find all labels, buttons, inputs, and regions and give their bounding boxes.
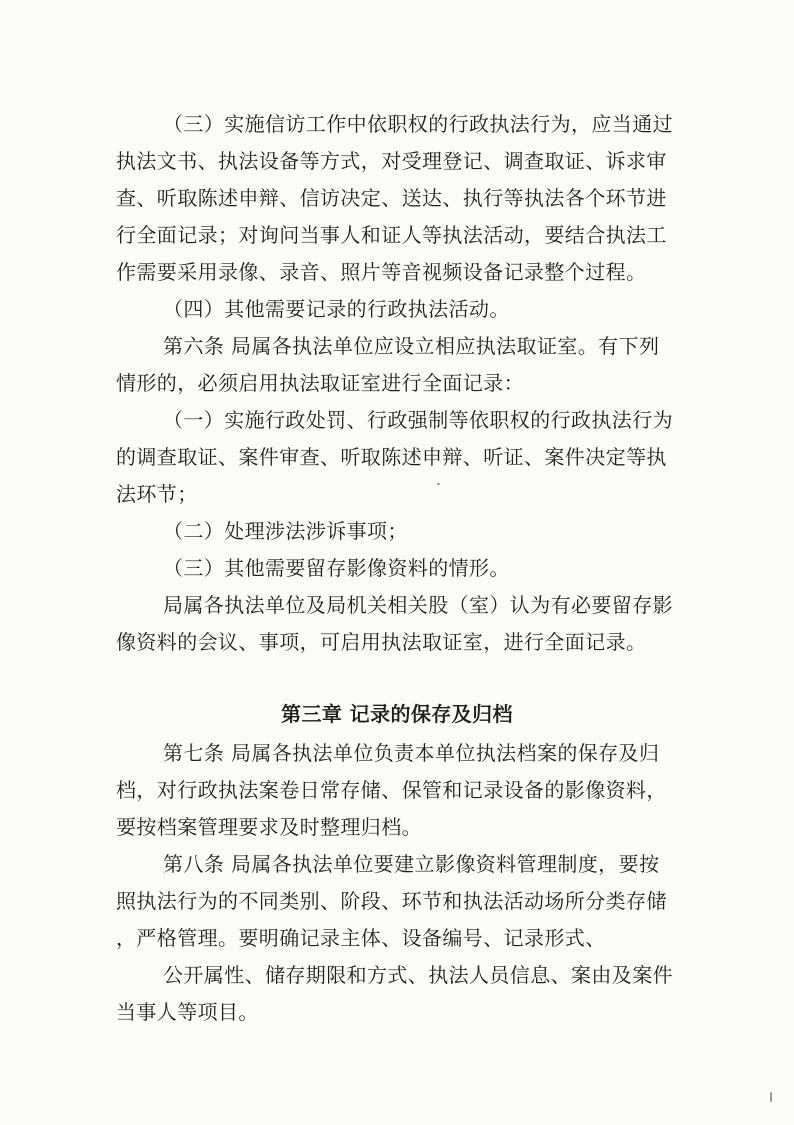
- paragraph-line: 行全面记录；对询问当事人和证人等执法活动，要结合执法工: [116, 223, 667, 247]
- paragraph-line: 照执法行为的不同类别、阶段、环节和执法活动场所分类存储: [116, 889, 667, 913]
- paragraph-line: 当事人等项目。: [116, 1000, 259, 1024]
- paragraph-line: 第七条 局属各执法单位负责本单位执法档案的保存及归: [163, 741, 660, 765]
- paragraph-line: （一）实施行政处罚、行政强制等依职权的行政执法行为: [163, 408, 673, 432]
- chapter-heading: 第三章 记录的保存及归档: [281, 702, 513, 726]
- paragraph-line: 档，对行政执法案卷日常存储、保管和记录设备的影像资料，: [116, 778, 667, 802]
- paragraph-line: ，严格管理。要明确记录主体、设备编号、记录形式、: [116, 926, 606, 950]
- paragraph-line: （二）处理涉法涉诉事项；: [163, 519, 408, 543]
- paragraph-line: 局属各执法单位及局机关相关股（室）认为有必要留存影: [163, 593, 673, 617]
- paragraph-line: 公开属性、储存期限和方式、执法人员信息、案由及案件: [163, 963, 673, 987]
- paragraph-line: （四）其他需要记录的行政执法活动。: [163, 297, 510, 321]
- paragraph-line: （三）实施信访工作中依职权的行政执法行为，应当通过: [163, 112, 673, 136]
- paragraph-line: 第六条 局属各执法单位应设立相应执法取证室。有下列: [163, 334, 660, 358]
- paragraph-line: 情形的，必须启用执法取证室进行全面记录：: [116, 371, 524, 395]
- paragraph-line: 查、听取陈述申辩、信访决定、送达、执行等执法各个环节进: [116, 186, 667, 210]
- paragraph-line: 法环节；: [116, 482, 198, 506]
- paragraph-line: 要按档案管理要求及时整理归档。: [116, 815, 422, 839]
- paragraph-line: 的调查取证、案件审查、听取陈述申辩、听证、案件决定等执: [116, 445, 667, 469]
- scan-speck: [770, 1092, 772, 1102]
- paragraph-line: 执法文书、执法设备等方式，对受理登记、调查取证、诉求审: [116, 149, 667, 173]
- paragraph-line: 第八条 局属各执法单位要建立影像资料管理制度，要按: [163, 852, 660, 876]
- paragraph-line: （三）其他需要留存影像资料的情形。: [163, 556, 510, 580]
- paragraph-line: 像资料的会议、事项，可启用执法取证室，进行全面记录。: [116, 630, 647, 654]
- paragraph-line: 作需要采用录像、录音、照片等音视频设备记录整个过程。: [116, 260, 647, 284]
- scan-speck: [437, 483, 440, 485]
